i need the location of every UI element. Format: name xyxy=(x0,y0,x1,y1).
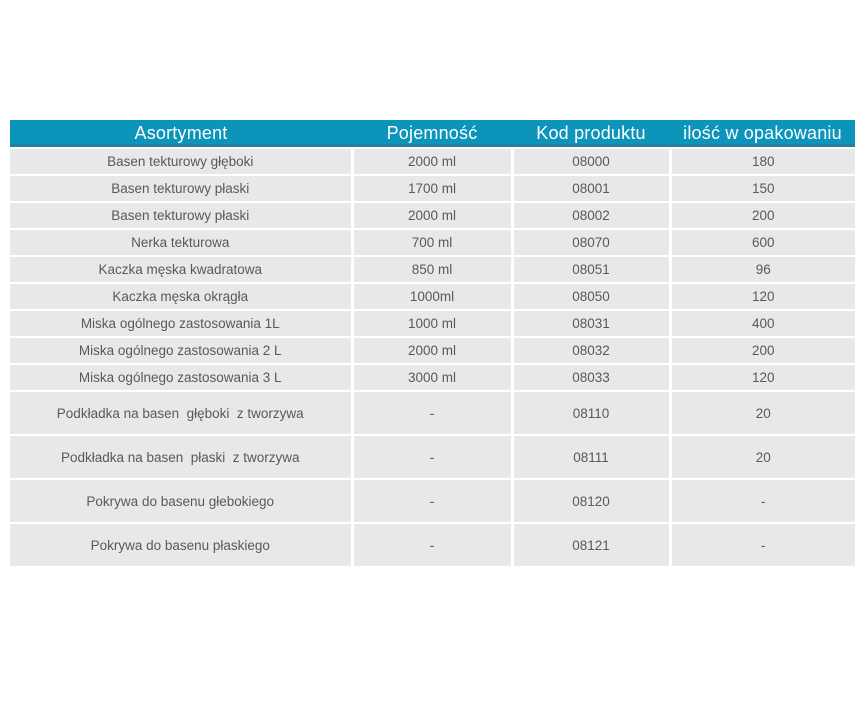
cell-pack-quantity: 120 xyxy=(670,364,855,391)
cell-capacity: 700 ml xyxy=(352,229,512,256)
cell-product-name: Miska ogólnego zastosowania 1L xyxy=(10,310,352,337)
cell-product-name: Basen tekturowy płaski xyxy=(10,202,352,229)
cell-product-name: Podkładka na basen głęboki z tworzywa xyxy=(10,391,352,435)
cell-capacity: - xyxy=(352,523,512,567)
cell-product-name: Pokrywa do basenu płaskiego xyxy=(10,523,352,567)
cell-product-code: 08031 xyxy=(512,310,670,337)
cell-product-code: 08000 xyxy=(512,148,670,175)
column-header-ilosc-w-opakowaniu: ilość w opakowaniu xyxy=(670,120,855,148)
cell-pack-quantity: 600 xyxy=(670,229,855,256)
cell-product-name: Basen tekturowy płaski xyxy=(10,175,352,202)
cell-product-code: 08111 xyxy=(512,435,670,479)
cell-capacity: 2000 ml xyxy=(352,337,512,364)
cell-pack-quantity: - xyxy=(670,479,855,523)
cell-pack-quantity: - xyxy=(670,523,855,567)
table-row xyxy=(10,435,855,479)
table-row xyxy=(10,364,855,391)
table-row xyxy=(10,283,855,310)
cell-product-code: 08002 xyxy=(512,202,670,229)
column-header-kod-produktu: Kod produktu xyxy=(512,120,670,148)
product-table xyxy=(10,120,855,568)
header-row xyxy=(10,120,855,148)
column-header-pojemnosc: Pojemność xyxy=(352,120,512,148)
table-row xyxy=(10,391,855,435)
table-header xyxy=(10,120,855,148)
cell-product-code: 08032 xyxy=(512,337,670,364)
cell-product-code: 08050 xyxy=(512,283,670,310)
cell-pack-quantity: 20 xyxy=(670,391,855,435)
cell-product-name: Basen tekturowy głęboki xyxy=(10,148,352,175)
cell-pack-quantity: 150 xyxy=(670,175,855,202)
cell-pack-quantity: 120 xyxy=(670,283,855,310)
cell-pack-quantity: 200 xyxy=(670,202,855,229)
cell-product-code: 08051 xyxy=(512,256,670,283)
cell-product-name: Nerka tekturowa xyxy=(10,229,352,256)
cell-capacity: 850 ml xyxy=(352,256,512,283)
cell-product-code: 08033 xyxy=(512,364,670,391)
cell-pack-quantity: 180 xyxy=(670,148,855,175)
table-row xyxy=(10,479,855,523)
table-row xyxy=(10,229,855,256)
cell-product-code: 08070 xyxy=(512,229,670,256)
cell-product-name: Podkładka na basen płaski z tworzywa xyxy=(10,435,352,479)
table-row xyxy=(10,310,855,337)
cell-capacity: 1000ml xyxy=(352,283,512,310)
cell-product-code: 08120 xyxy=(512,479,670,523)
cell-product-name: Pokrywa do basenu głebokiego xyxy=(10,479,352,523)
cell-product-name: Kaczka męska kwadratowa xyxy=(10,256,352,283)
cell-capacity: - xyxy=(352,479,512,523)
cell-pack-quantity: 400 xyxy=(670,310,855,337)
table-row xyxy=(10,523,855,567)
cell-pack-quantity: 200 xyxy=(670,337,855,364)
table-body xyxy=(10,148,855,567)
cell-capacity: - xyxy=(352,435,512,479)
cell-product-name: Miska ogólnego zastosowania 3 L xyxy=(10,364,352,391)
cell-product-code: 08121 xyxy=(512,523,670,567)
column-header-asortyment: Asortyment xyxy=(10,120,352,148)
cell-product-name: Miska ogólnego zastosowania 2 L xyxy=(10,337,352,364)
cell-capacity: 2000 ml xyxy=(352,148,512,175)
cell-product-code: 08110 xyxy=(512,391,670,435)
table-row xyxy=(10,175,855,202)
cell-product-code: 08001 xyxy=(512,175,670,202)
table-row xyxy=(10,256,855,283)
cell-capacity: 1700 ml xyxy=(352,175,512,202)
cell-capacity: 3000 ml xyxy=(352,364,512,391)
cell-pack-quantity: 20 xyxy=(670,435,855,479)
table-row xyxy=(10,202,855,229)
cell-capacity: - xyxy=(352,391,512,435)
cell-product-name: Kaczka męska okrągła xyxy=(10,283,352,310)
cell-pack-quantity: 96 xyxy=(670,256,855,283)
cell-capacity: 2000 ml xyxy=(352,202,512,229)
cell-capacity: 1000 ml xyxy=(352,310,512,337)
table-row xyxy=(10,148,855,175)
table-row xyxy=(10,337,855,364)
